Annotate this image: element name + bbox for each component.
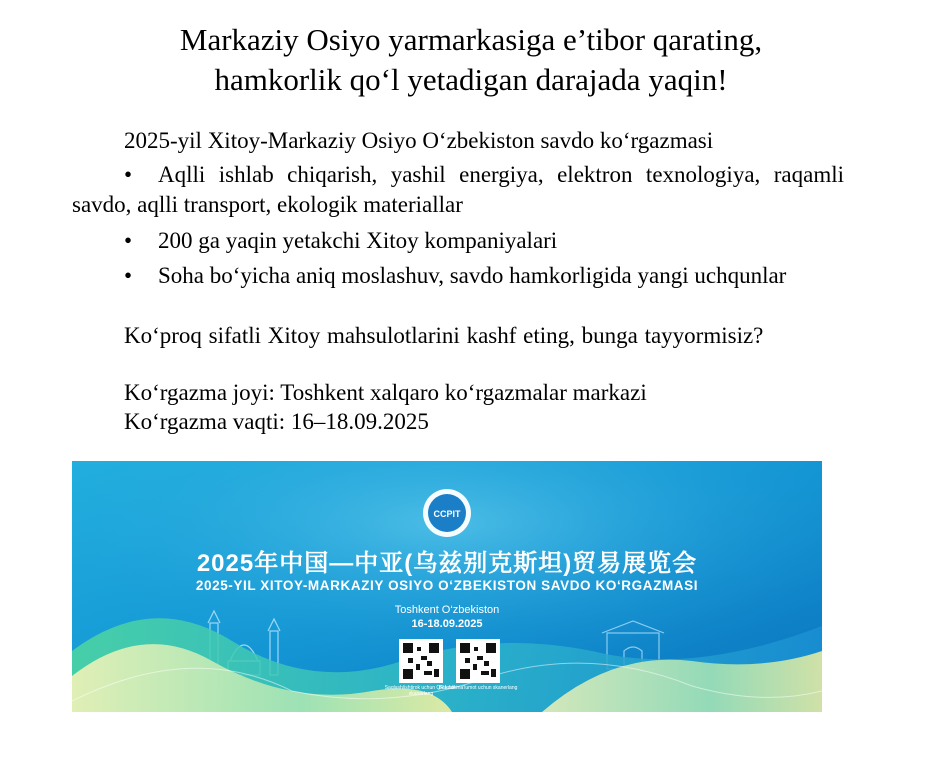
title-line-2: hamkorlik qo‘l yetadigan darajada yaqin! <box>214 62 728 97</box>
page-title <box>0 20 942 100</box>
title-line-1: Markaziy Osiyo yarmarkasiga e’tibor qarating, <box>179 22 763 57</box>
qr-caption: Batafsil ma'lumot uchun skanerlang <box>438 685 518 691</box>
bullet-dot: • <box>124 228 133 253</box>
bullet-item <box>72 261 844 291</box>
exhibition-banner <box>72 461 822 712</box>
bullet-text: Aqlli ishlab chiqarish, yashil energiya, elektron texnologiya, raqamli savdo, aqlli transport, ekologik materiallar <box>72 162 844 217</box>
qr-code-icon <box>456 639 500 683</box>
bullet-text: Soha bo‘yicha aniq moslashuv, savdo hamkorligida yangi uchqunlar <box>158 263 787 288</box>
svg-text:CCPIT: CCPIT <box>433 509 461 519</box>
bullet-item <box>124 226 557 256</box>
banner-title-chinese: 2025年中国—中亚(乌兹别克斯坦)贸易展览会 <box>196 550 698 577</box>
qr-caption: Saqlash/ishtirok uchun QR kodni skanerlang <box>384 685 458 697</box>
bullet-text: 200 ga yaqin yetakchi Xitoy kompaniyalari <box>158 228 558 253</box>
banner-date: 16-18.09.2025 <box>411 618 483 630</box>
bullet-item <box>72 160 844 220</box>
qr-code-icon <box>399 639 443 683</box>
banner-title-uzbek: 2025-YIL XITOY-MARKAZIY OSIYO O‘ZBEKISTON SAVDO KO‘RGAZMASI <box>195 578 699 593</box>
bullet-dot: • <box>124 162 133 187</box>
bullet-dot: • <box>124 263 133 288</box>
question-line: Ko‘proq sifatli Xitoy mahsulotlarini kashf eting, bunga tayyormisiz? <box>124 323 764 348</box>
banner-location: Toshkent O‘zbekiston <box>394 604 500 616</box>
intro-line: 2025-yil Xitoy-Markaziy Osiyo O‘zbekiston savdo ko‘rgazmasi <box>124 128 714 153</box>
venue-line: Ko‘rgazma joyi: Toshkent xalqaro ko‘rgazmalar markazi <box>124 380 647 405</box>
ccpit-logo-icon <box>423 489 471 537</box>
dates-line: Ko‘rgazma vaqti: 16–18.09.2025 <box>124 409 429 434</box>
